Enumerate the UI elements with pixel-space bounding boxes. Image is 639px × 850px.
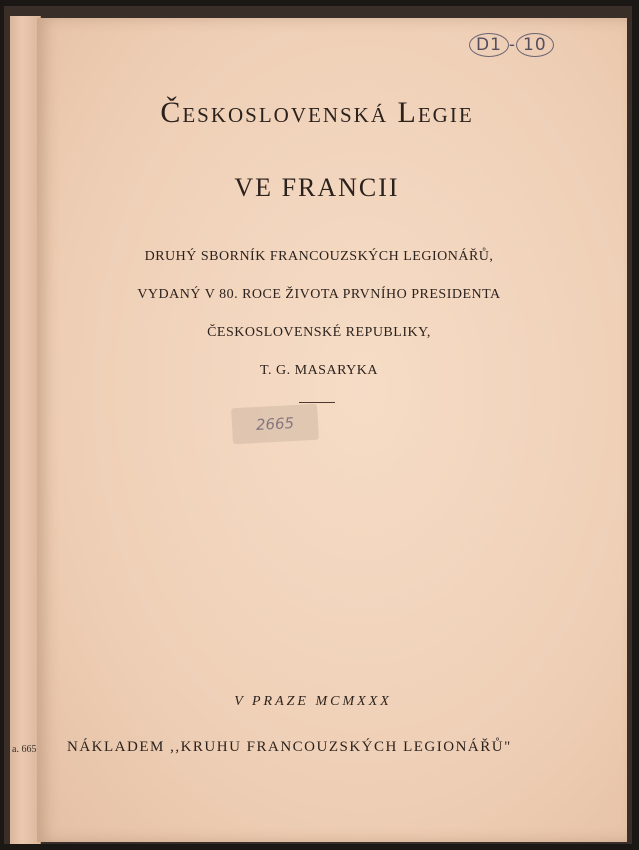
description-line-1: DRUHÝ SBORNÍK FRANCOUZSKÝCH LEGIONÁŘŮ, <box>144 249 494 264</box>
book-scan <box>4 6 632 844</box>
description-line-4: T. G. MASARYKA <box>260 363 378 378</box>
spine-mark: a. 665 <box>12 744 37 755</box>
pencil-annotation <box>469 33 554 57</box>
pencil-mark-a: D1 <box>469 33 509 57</box>
pencil-mark-b: 10 <box>516 33 554 57</box>
book-subtitle: VE FRANCII <box>234 173 400 202</box>
place-and-year: V PRAZE MCMXXX <box>234 694 392 709</box>
book-title: Československá Legie <box>160 96 474 129</box>
title-page <box>37 18 627 842</box>
pencil-mark-separator: - <box>508 35 517 55</box>
description-line-2: VYDANÝ V 80. ROCE ŽIVOTA PRVNÍHO PRESIDENTA <box>137 287 501 302</box>
description-line-3: ČESKOSLOVENSKÉ REPUBLIKY, <box>207 325 431 340</box>
divider-rule <box>299 402 335 403</box>
publisher-line: NÁKLADEM ,,KRUHU FRANCOUZSKÝCH LEGIONÁŘŮ" <box>67 739 512 755</box>
inventory-stamp: 2665 <box>231 404 319 444</box>
